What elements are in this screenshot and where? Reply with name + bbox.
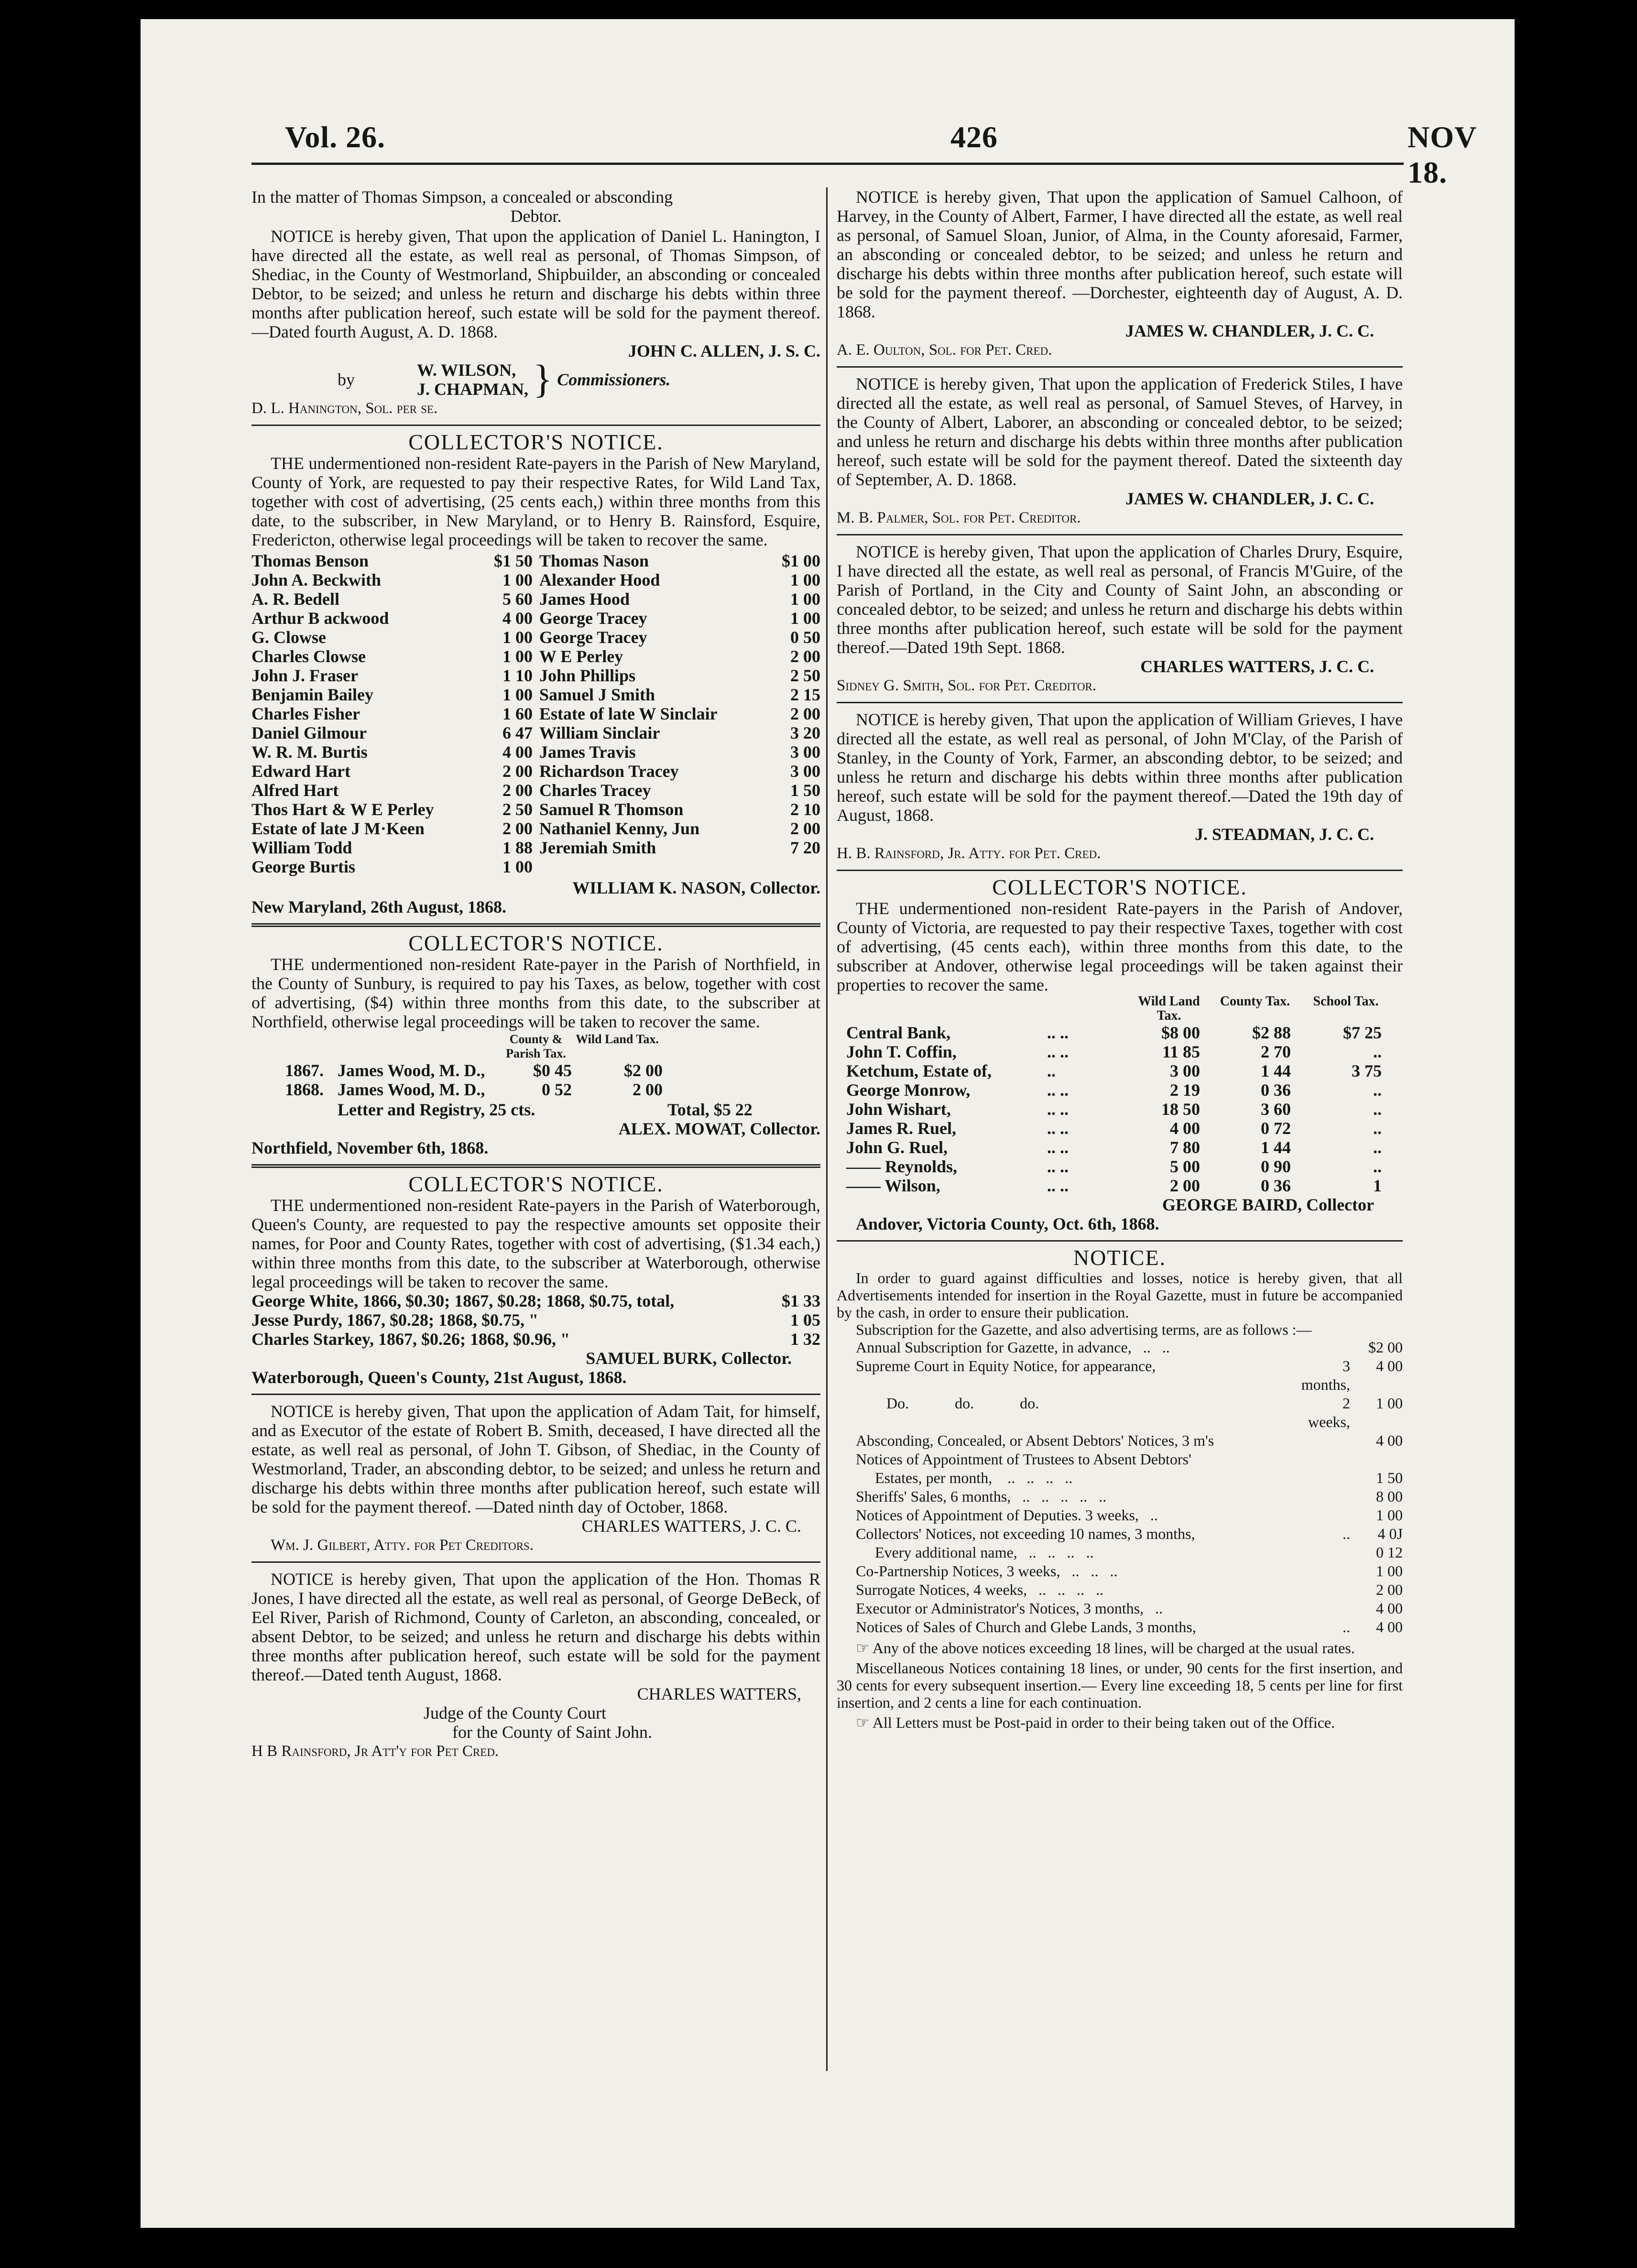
ratepayer-row — [251, 1330, 820, 1349]
leader-dots: .. .. — [1047, 1119, 1069, 1138]
rate-price: 4 0J — [1377, 1525, 1403, 1542]
rate-label: Collectors' Notices, not exceeding 10 names, 3 months, — [856, 1525, 1195, 1542]
ratepayer-amount: 2 50 — [502, 800, 533, 819]
school-tax: .. — [1373, 1157, 1382, 1176]
ratepayer-name: Nathaniel Kenny, Jun — [539, 819, 700, 838]
jones-signature: CHARLES WATTERS, — [637, 1684, 801, 1703]
taxpayer-name: George Monrow, — [846, 1080, 971, 1100]
rate-label: Notices of Appointment of Deputies. 3 weeks, .. — [856, 1506, 1158, 1524]
ratepayer-amount: $1 00 — [782, 551, 820, 570]
rate-term — [1298, 1431, 1350, 1450]
wild-land-tax: 2 00 — [633, 1080, 663, 1099]
burk-title: COLLECTOR'S NOTICE. — [408, 1172, 664, 1196]
rate-label: Notices of Appointment of Trustees to Absent Debtors' — [856, 1450, 1191, 1468]
leader-dots: .. .. — [1047, 1176, 1069, 1195]
rate-label: Co-Partnership Notices, 3 weeks, .. .. .. — [856, 1562, 1118, 1580]
mowat-total: Total, $5 22 — [667, 1100, 753, 1119]
ratepayer-name: W E Perley — [539, 647, 623, 666]
rate-label: Notices of Sales of Church and Glebe Lands, 3 months, — [856, 1618, 1196, 1636]
rate-term — [1298, 1543, 1350, 1562]
county-parish-tax: $0 45 — [533, 1061, 572, 1080]
rate-term: 2 weeks, — [1308, 1395, 1350, 1430]
left-column — [251, 187, 820, 2071]
ratepayer-name: Daniel Gilmour — [251, 723, 367, 742]
taxpayer-name: —— Reynolds, — [846, 1157, 958, 1176]
drury-notice — [837, 542, 1403, 695]
tax-year: 1868. — [285, 1080, 324, 1099]
stiles-attorney: M. B. Palmer, Sol. for Pet. Creditor. — [837, 509, 1081, 526]
county-tax: 1 44 — [1261, 1061, 1291, 1080]
county-tax: 0 36 — [1261, 1176, 1291, 1195]
ratepayer-row — [251, 1291, 820, 1310]
rate-label: Supreme Court in Equity Notice, for appearance, — [856, 1357, 1156, 1374]
county-tax: $2 88 — [1252, 1023, 1291, 1042]
taxpayer-name: James Wood, M. D., — [338, 1061, 485, 1080]
ratepayer-detail: Charles Starkey, 1867, $0.26; 1868, $0.96, " — [251, 1330, 570, 1349]
burk-notice — [251, 1172, 820, 1387]
rate-label: Annual Subscription for Gazette, in advance, .. .. — [856, 1339, 1170, 1356]
wild-land-tax: 3 00 — [1170, 1061, 1200, 1080]
leader-dots: .. .. — [1047, 1042, 1069, 1061]
county-tax: 3 60 — [1261, 1100, 1291, 1119]
ratepayer-name: John Phillips — [539, 666, 636, 685]
stiles-notice — [837, 374, 1403, 527]
ratepayer-name: A. R. Bedell — [251, 589, 339, 609]
terms-note-excess: ☞ Any of the above notices exceeding 18 lines, will be charged at the usual rates. — [856, 1639, 1355, 1657]
ratepayer-amount: 5 60 — [502, 589, 533, 609]
burk-ratepayer-list — [251, 1291, 820, 1349]
nason-notice — [251, 430, 820, 916]
ratepayer-name: Alexander Hood — [539, 570, 660, 589]
simpson-solicitor: D. L. Hanington, Sol. per se. — [251, 400, 438, 417]
newspaper-page — [141, 19, 1515, 2228]
drury-signature: CHARLES WATTERS, J. C. C. — [1140, 657, 1374, 676]
rate-price: 4 00 — [1376, 1600, 1403, 1617]
ratepayer-amount: 2 00 — [502, 819, 533, 838]
taxpayer-name: Ketchum, Estate of, — [846, 1061, 992, 1080]
ratepayer-amount: 1 00 — [790, 609, 820, 628]
jones-notice — [251, 1570, 820, 1761]
rate-price: 8 00 — [1376, 1488, 1403, 1505]
mowat-title: COLLECTOR'S NOTICE. — [408, 931, 664, 955]
taxpayer-name: John T. Coffin, — [846, 1042, 957, 1061]
rate-label: Absconding, Concealed, or Absent Debtors' Notices, 3 m's — [856, 1432, 1214, 1449]
taxpayer-name: James Wood, M. D., — [338, 1080, 485, 1099]
simpson-notice — [251, 187, 820, 418]
leader-dots: .. — [1047, 1061, 1056, 1080]
ratepayer-name: John A. Beckwith — [251, 570, 382, 589]
county-parish-tax: 0 52 — [542, 1080, 572, 1099]
tait-signature: CHARLES WATTERS, J. C. C. — [581, 1516, 801, 1536]
ratepayer-amount: 1 00 — [502, 857, 533, 876]
rate-price: 0 12 — [1376, 1544, 1403, 1561]
rate-term — [1298, 1562, 1350, 1581]
ratepayer-amount: 3 20 — [790, 723, 820, 742]
divider — [251, 1164, 820, 1168]
mowat-signature: ALEX. MOWAT, Collector. — [618, 1119, 820, 1138]
ratepayer-total: $1 33 — [782, 1291, 820, 1310]
jones-attorney: H B Rainsford, Jr Att'y for Pet Cred. — [251, 1743, 499, 1760]
jones-body: NOTICE is hereby given, That upon the application of the Hon. Thomas R Jones, I have directed all the estate, as well real as personal, of George DeBeck, of Eel River, Parish of Richmond, County of Carleton, an absconding, concealed, or absent Debtor, to be seized; and unless he return and discharge his debts within three months after publication hereof, such estate will be sold for the payment thereof.—Dated tenth August, 1868. — [251, 1570, 820, 1684]
divider — [837, 366, 1403, 368]
ratepayer-name: Charles Fisher — [251, 704, 360, 723]
col-county-parish: County & Parish Tax. — [506, 1032, 566, 1060]
taxpayer-name: John Wishart, — [846, 1100, 951, 1119]
simpson-judge: JOHN C. ALLEN, J. S. C. — [628, 341, 820, 360]
ratepayer-name: G. Clowse — [251, 628, 326, 647]
mowat-body: THE undermentioned non-resident Rate-payer in the Parish of Northfield, in the County of Sunbury, is required to pay his Taxes, as below, together with cost of advertising, ($4) within three months from this date, to the subscriber at Northfield, otherwise legal proceedings will be taken to recover the same. — [251, 955, 820, 1031]
baird-title: COLLECTOR'S NOTICE. — [992, 875, 1247, 899]
county-tax: 2 70 — [1261, 1042, 1291, 1061]
rate-term — [1298, 1599, 1350, 1618]
jones-signature-line2: Judge of the County Court — [424, 1703, 606, 1723]
wild-land-tax: 4 00 — [1170, 1119, 1200, 1138]
right-column — [837, 187, 1403, 2071]
nason-signature: WILLIAM K. NASON, Collector. — [572, 878, 820, 897]
stiles-body: NOTICE is hereby given, That upon the application of Frederick Stiles, I have directed all the estate, as well real as personal, of Samuel Steves, of Harvey, in the County of Albert, Laborer, an absconding or concealed debtor, to be seized; and unless he return and discharge his debts within three months after publication hereof, such estate will be sold for the payment thereof. Dated the sixteenth day of September, A. D. 1868. — [837, 374, 1403, 489]
divider — [837, 534, 1403, 535]
rate-price: 1 00 — [1376, 1395, 1403, 1412]
stiles-signature: JAMES W. CHANDLER, J. C. C. — [1125, 489, 1374, 508]
wild-land-tax: 7 80 — [1170, 1138, 1200, 1157]
tax-year: 1867. — [285, 1061, 324, 1080]
baird-signature: GEORGE BAIRD, Collector — [1162, 1195, 1374, 1214]
rate-label: Surrogate Notices, 4 weeks, .. .. .. .. — [856, 1581, 1104, 1598]
rate-price: 1 00 — [1376, 1562, 1403, 1580]
ratepayer-amount: $1 50 — [494, 551, 533, 570]
wild-land-tax: 2 19 — [1170, 1080, 1200, 1100]
taxpayer-name: —— Wilson, — [846, 1176, 940, 1195]
drury-body: NOTICE is hereby given, That upon the application of Charles Drury, Esquire, I have directed all the estate, as well real as personal, of Francis M'Guire, of the Parish of Portland, in the City and County of Saint John, an absconding or concealed debtor, to be seized; and unless he return and discharge his debts within three months after publication hereof, such estate will be sold for the payment thereof.—Dated 19th Sept. 1868. — [837, 542, 1403, 657]
commissioner-wilson: W. WILSON, — [417, 360, 516, 380]
county-tax: 0 72 — [1261, 1119, 1291, 1138]
mowat-tax-table — [285, 1032, 820, 1099]
ratepayer-name: Estate of late W Sinclair — [539, 704, 718, 723]
rate-label: Estates, per month, .. .. .. .. — [856, 1469, 1073, 1486]
ratepayer-name: Richardson Tracey — [539, 762, 679, 781]
ratepayer-name: George Tracey — [539, 628, 647, 647]
nason-dated: New Maryland, 26th August, 1868. — [251, 897, 507, 916]
simpson-heading-2: Debtor. — [510, 207, 562, 226]
ratepayer-amount: 2 15 — [790, 685, 820, 704]
ratepayer-name: Samuel J Smith — [539, 685, 655, 704]
ratepayer-amount: 3 00 — [790, 742, 820, 762]
terms-intro: In order to guard against difficulties and losses, notice is hereby given, that all Advertisements intended for insertion in the Royal Gazette, must in future be accompanied by the cash, in order to ensure their publication. — [837, 1269, 1403, 1321]
commissioner-chapman: J. CHAPMAN, — [417, 380, 528, 399]
ratepayer-amount: 4 00 — [502, 609, 533, 628]
ratepayer-amount: 2 00 — [502, 781, 533, 800]
ratepayer-amount: 1 00 — [502, 570, 533, 589]
rate-label: Executor or Administrator's Notices, 3 months, .. — [856, 1600, 1163, 1617]
terms-note-misc: Miscellaneous Notices containing 18 lines, or under, 90 cents for the first insertion, and 30 cents for every subsequent insertion.— Every line exceeding 18, 5 cents per line for first insertion, and 2 cents a line for each continuation. — [837, 1659, 1403, 1711]
nason-body: THE undermentioned non-resident Rate-payers in the Parish of New Maryland, County of York, are requested to pay their respective Rates, for Wild Land Tax, together with cost of advertising, (25 cents each,) within three months from this date, to the subscriber, in New Maryland, or to Henry B. Rainsford, Esquire, Fredericton, otherwise legal proceedings will be taken to recover the same. — [251, 454, 820, 549]
column-rule — [826, 187, 828, 2071]
rate-price: 2 00 — [1376, 1581, 1403, 1598]
divider — [251, 923, 820, 927]
volume-number: Vol. 26. — [285, 120, 386, 154]
rate-price — [1350, 1450, 1403, 1469]
ratepayer-amount: 6 47 — [502, 723, 533, 742]
ratepayer-amount: 3 00 — [790, 762, 820, 781]
rate-term — [1298, 1506, 1350, 1525]
wild-land-tax: 11 85 — [1162, 1042, 1200, 1061]
divider — [837, 702, 1403, 703]
wild-land-tax: 2 00 — [1170, 1176, 1200, 1195]
simpson-body: NOTICE is hereby given, That upon the application of Daniel L. Hanington, I have directed all the estate, as well real as personal, of Thomas Simpson, of Shediac, in the County of Westmorland, Shipbuilder, an absconding or concealed Debtor, to be seized; and unless he return and discharge his debts within three months after publication hereof, such estate will be sold for the payment thereof.—Dated fourth August, A. D. 1868. — [251, 227, 820, 341]
calhoun-attorney: A. E. Oulton, Sol. for Pet. Cred. — [837, 341, 1052, 359]
rate-term — [1298, 1581, 1350, 1599]
ratepayer-name: Charles Clowse — [251, 647, 366, 666]
ratepayer-total: 1 32 — [790, 1330, 820, 1349]
wild-land-tax: 18 50 — [1161, 1100, 1200, 1119]
advertising-rates-table — [856, 1338, 1403, 1636]
drury-attorney: Sidney G. Smith, Sol. for Pet. Creditor. — [837, 677, 1097, 694]
ratepayer-name: Thomas Benson — [251, 551, 369, 570]
ratepayer-amount: 7 20 — [790, 838, 820, 857]
school-tax: .. — [1373, 1042, 1382, 1061]
divider — [837, 870, 1403, 871]
ratepayer-amount: 2 10 — [790, 800, 820, 819]
by-label: by — [338, 370, 355, 389]
rate-price: 1 50 — [1376, 1469, 1403, 1486]
ratepayer-name: Arthur B ackwood — [251, 609, 389, 628]
grieves-body: NOTICE is hereby given, That upon the application of William Grieves, I have directed all the estate, as well real as personal, of John M'Clay, of the Parish of Stanley, in the County of York, Farmer, an absconding debtor, to be seized; and unless he return and discharge his debts within three months after publication hereof, such estate will be sold for the payment thereof.—Dated the 19th day of August, 1868. — [837, 710, 1403, 825]
school-tax: $7 25 — [1343, 1023, 1382, 1042]
rate-term — [1298, 1338, 1350, 1357]
school-tax: 1 — [1373, 1176, 1382, 1195]
mowat-letter-row — [338, 1100, 820, 1119]
col-school-tax: School Tax. — [1313, 994, 1379, 1009]
rate-label: Sheriffs' Sales, 6 months, .. .. .. .. .. — [856, 1488, 1107, 1505]
ratepayer-detail: Jesse Purdy, 1867, $0.28; 1868, $0.75, " — [251, 1310, 538, 1330]
commissioners-block — [338, 357, 820, 402]
terms-note-letters: ☞ All Letters must be Post-paid in order to their being taken out of the Office. — [856, 1714, 1335, 1731]
terms-subintro: Subscription for the Gazette, and also advertising terms, are as follows :— — [856, 1321, 1312, 1338]
commissioners-label: Commissioners. — [557, 370, 671, 389]
grieves-attorney: H. B. Rainsford, Jr. Atty. for Pet. Cred. — [837, 845, 1101, 862]
rate-term: 3 months, — [1301, 1357, 1350, 1393]
col-wild-land-tax: Wild Land Tax. — [1138, 994, 1200, 1023]
ratepayer-name: George Tracey — [539, 609, 647, 628]
taxpayer-name: James R. Ruel, — [846, 1119, 956, 1138]
ratepayer-name: William Sinclair — [539, 723, 660, 742]
baird-tax-table — [846, 994, 1403, 1195]
ratepayer-amount: 1 00 — [790, 589, 820, 609]
col-wild-land: Wild Land Tax. — [576, 1032, 659, 1046]
baird-notice — [837, 875, 1403, 1233]
ratepayer-amount: 1 00 — [790, 570, 820, 589]
ratepayer-amount: 2 50 — [790, 666, 820, 685]
county-tax: 0 36 — [1261, 1080, 1291, 1100]
ratepayer-name: James Hood — [539, 589, 630, 609]
ratepayer-amount: 1 00 — [502, 685, 533, 704]
school-tax: .. — [1373, 1138, 1382, 1157]
leader-dots: .. .. — [1047, 1138, 1069, 1157]
ratepayer-amount: 1 60 — [502, 704, 533, 723]
ratepayer-name: Thos Hart & W E Perley — [251, 800, 434, 819]
ratepayer-name: Alfred Hart — [251, 781, 339, 800]
rate-term: .. — [1342, 1618, 1350, 1636]
wild-land-tax: 5 00 — [1170, 1157, 1200, 1176]
divider — [251, 425, 820, 426]
ratepayer-name: Benjamin Bailey — [251, 685, 374, 704]
brace-glyph: } — [533, 357, 553, 402]
ratepayer-amount — [753, 857, 820, 876]
leader-dots: .. .. — [1047, 1157, 1069, 1176]
divider — [251, 1394, 820, 1395]
rate-term — [1298, 1469, 1350, 1487]
ratepayer-row — [251, 1310, 820, 1330]
baird-dated: Andover, Victoria County, Oct. 6th, 1868. — [856, 1214, 1159, 1233]
tait-body: NOTICE is hereby given, That upon the application of Adam Tait, for himself, and as Executor of the estate of Robert B. Smith, deceased, I have directed all the estate, as well real as personal, of John T. Gibson, of Shediac, in the County of Westmorland, Trader, an absconding debtor, to be seized; and unless he return and discharge his debts within three months after publication hereof, such estate will be sold for the payment thereof. —Dated ninth day of October, 1868. — [251, 1402, 820, 1516]
school-tax: 3 75 — [1352, 1061, 1382, 1080]
leader-dots: .. .. — [1047, 1080, 1069, 1100]
burk-body: THE undermentioned non-resident Rate-payers in the Parish of Waterborough, Queen's County, are requested to pay the respective amounts set opposite their names, for Poor and County Rates, together with cost of advertising, ($1.34 each,) within three months from this date, to the subscriber at Waterborough, otherwise legal proceedings will be taken to recover the same. — [251, 1196, 820, 1291]
ratepayer-detail: George White, 1866, $0.30; 1867, $0.28; 1868, $0.75, total, — [251, 1291, 675, 1310]
issue-date: NOV 18. — [1408, 120, 1477, 189]
leader-dots: .. .. — [1047, 1023, 1069, 1042]
ratepayer-name: Estate of late J M·Keen — [251, 819, 425, 838]
ratepayer-name: George Burtis — [251, 857, 355, 876]
ratepayer-name: Thomas Nason — [539, 551, 649, 570]
divider — [837, 1240, 1403, 1242]
county-tax: 1 44 — [1261, 1138, 1291, 1157]
grieves-notice — [837, 710, 1403, 863]
ratepayer-name: John J. Fraser — [251, 666, 358, 685]
calhoun-signature: JAMES W. CHANDLER, J. C. C. — [1125, 321, 1374, 340]
baird-body: THE undermentioned non-resident Rate-payers in the Parish of Andover, County of Victoria, are requested to pay their respective Taxes, together with cost of advertising, (45 cents each), within three months from this date, to the subscriber at Andover, otherwise legal proceedings will be taken against their properties to recover the same. — [837, 899, 1403, 994]
nason-ratepayer-table — [251, 551, 820, 876]
ratepayer-amount: 1 50 — [790, 781, 820, 800]
rate-price: 4 00 — [1376, 1432, 1403, 1449]
ratepayer-amount: 0 50 — [790, 628, 820, 647]
wild-land-tax: $8 00 — [1161, 1023, 1200, 1042]
ratepayer-amount: 1 00 — [502, 647, 533, 666]
ratepayer-name: Charles Tracey — [539, 781, 651, 800]
ratepayer-name: James Travis — [539, 742, 636, 762]
calhoun-notice — [837, 187, 1403, 360]
ratepayer-name — [539, 857, 747, 876]
header-rule — [251, 163, 1404, 165]
taxpayer-name: Central Bank, — [846, 1023, 951, 1042]
nason-title: COLLECTOR'S NOTICE. — [408, 430, 664, 454]
ratepayer-amount: 1 00 — [502, 628, 533, 647]
ratepayer-amount: 2 00 — [502, 762, 533, 781]
simpson-heading: In the matter of Thomas Simpson, a concealed or absconding — [251, 187, 673, 207]
school-tax: .. — [1373, 1080, 1382, 1100]
leader-dots: .. .. — [1047, 1100, 1069, 1119]
ratepayer-name: William Todd — [251, 838, 352, 857]
rate-price: 4 00 — [1376, 1357, 1403, 1374]
rate-term — [1298, 1450, 1350, 1469]
letter-registry: Letter and Registry, 25 cts. — [338, 1100, 535, 1119]
county-tax: 0 90 — [1261, 1157, 1291, 1176]
terms-notice — [837, 1245, 1403, 1731]
rate-price: $2 00 — [1368, 1339, 1403, 1356]
rate-label: Do. do. do. — [856, 1395, 1039, 1412]
tait-attorney: Wm. J. Gilbert, Atty. for Pet Creditors. — [271, 1537, 534, 1554]
ratepayer-name: Jeremiah Smith — [539, 838, 656, 857]
ratepayer-amount: 2 00 — [790, 647, 820, 666]
tait-notice — [251, 1402, 820, 1555]
mowat-dated: Northfield, November 6th, 1868. — [251, 1138, 489, 1157]
ratepayer-amount: 2 00 — [790, 819, 820, 838]
ratepayer-total: 1 05 — [790, 1310, 820, 1330]
rate-label: Every additional name, .. .. .. .. — [856, 1544, 1094, 1561]
rate-term — [1298, 1487, 1350, 1506]
calhoun-body: NOTICE is hereby given, That upon the application of Samuel Calhoon, of Harvey, in the County of Albert, Farmer, I have directed all the estate, as well real as personal, of Samuel Sloan, Junior, of Alma, in the County aforesaid, Farmer, an absconding or concealed debtor, to be seized; and unless he return and discharge his debts within three months after publication hereof, such estate will be sold for the payment thereof. —Dorchester, eighteenth day of August, A. D. 1868. — [837, 187, 1403, 321]
ratepayer-name: Samuel R Thomson — [539, 800, 684, 819]
ratepayer-amount: 4 00 — [502, 742, 533, 762]
mowat-notice — [251, 931, 820, 1157]
jones-signature-line3: for the County of Saint John. — [452, 1723, 652, 1742]
ratepayer-amount: 1 10 — [502, 666, 533, 685]
col-county-tax: County Tax. — [1220, 994, 1290, 1009]
school-tax: .. — [1373, 1119, 1382, 1138]
school-tax: .. — [1373, 1100, 1382, 1119]
divider — [251, 1561, 820, 1563]
terms-title: NOTICE. — [1073, 1245, 1167, 1270]
burk-dated: Waterborough, Queen's County, 21st August, 1868. — [251, 1368, 627, 1387]
ratepayer-amount: 2 00 — [790, 704, 820, 723]
ratepayer-name: Edward Hart — [251, 762, 350, 781]
rate-price: 1 00 — [1376, 1506, 1403, 1524]
ratepayer-amount: 1 88 — [502, 838, 533, 857]
grieves-signature: J. STEADMAN, J. C. C. — [1194, 825, 1374, 844]
rate-price: 4 00 — [1376, 1618, 1403, 1636]
ratepayer-name: W. R. M. Burtis — [251, 742, 368, 762]
page-number: 426 — [950, 120, 998, 154]
taxpayer-name: John G. Ruel, — [846, 1138, 948, 1157]
rate-term: .. — [1342, 1525, 1350, 1542]
wild-land-tax: $2 00 — [624, 1061, 663, 1080]
burk-signature: SAMUEL BURK, Collector. — [586, 1349, 792, 1368]
